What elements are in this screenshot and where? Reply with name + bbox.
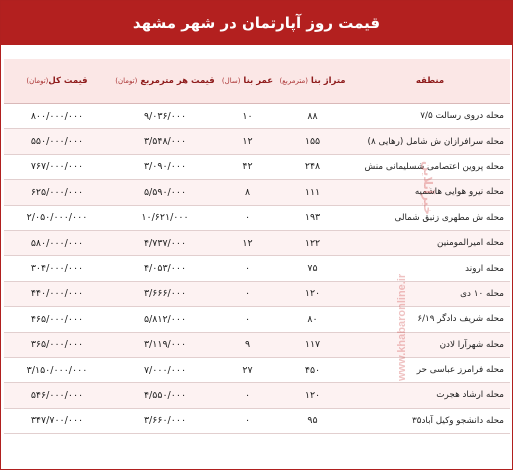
area-cell: ۴۵۰ (275, 357, 350, 382)
table-row (4, 383, 510, 408)
price-per-meter-cell: ۵/۵۹۰/۰۰۰ (110, 180, 220, 205)
total-price-cell: ۴۴۰/۰۰۰/۰۰۰ (4, 281, 110, 306)
area-cell: ۲۴۸ (275, 154, 350, 179)
price-per-meter-cell: ۳/۰۹۰/۰۰۰ (110, 154, 220, 179)
price-per-meter-cell: ۳/۶۶۶/۰۰۰ (110, 281, 220, 306)
age-cell: ۲۷ (220, 357, 275, 382)
price-per-meter-cell: ۵/۸۱۲/۰۰۰ (110, 307, 220, 332)
area-cell: ۱۱۱ (275, 180, 350, 205)
total-price-cell: ۵۵۰/۰۰۰/۰۰۰ (4, 129, 110, 154)
apartment-price-table (4, 59, 510, 434)
table-row (4, 205, 510, 230)
region-cell: محله نیرو هوایی هاشمیه (350, 180, 510, 205)
table-row (4, 180, 510, 205)
table-row (4, 154, 510, 179)
total-price-cell: ۳۴۷/۷۰۰/۰۰۰ (4, 408, 110, 433)
total-price-cell: ۵۴۶/۰۰۰/۰۰۰ (4, 383, 110, 408)
total-price-cell: ۳۶۵/۰۰۰/۰۰۰ (4, 332, 110, 357)
table-row (4, 281, 510, 306)
age-cell: ۴۲ (220, 154, 275, 179)
price-per-meter-cell: ۷/۰۰۰/۰۰۰ (110, 357, 220, 382)
area-cell: ۱۱۷ (275, 332, 350, 357)
table-header-row (4, 59, 510, 104)
area-cell: ۸۰ (275, 307, 350, 332)
header-total-price: قیمت کل(تومان) (4, 59, 110, 104)
header-price-per-meter: قیمت هر مترمربع (تومان) (110, 59, 220, 104)
region-cell: محله اروند (350, 256, 510, 281)
area-cell: ۱۲۰ (275, 281, 350, 306)
table-row (4, 256, 510, 281)
area-cell: ۱۲۰ (275, 383, 350, 408)
age-cell: ۰ (220, 205, 275, 230)
price-per-meter-cell: ۹/۰۳۶/۰۰۰ (110, 104, 220, 129)
region-cell: محله سرافرازان ش شامل (رهایی ۸) (350, 129, 510, 154)
table-row (4, 104, 510, 129)
age-cell: ۰ (220, 281, 275, 306)
region-cell: محله دروی رسالت ۷/۵ (350, 104, 510, 129)
price-per-meter-cell: ۴/۷۳۷/۰۰۰ (110, 230, 220, 255)
total-price-cell: ۳۰۴/۰۰۰/۰۰۰ (4, 256, 110, 281)
page-title: قیمت روز آپارتمان در شهر مشهد (1, 1, 512, 45)
age-cell: ۱۲ (220, 230, 275, 255)
price-per-meter-cell: ۱۰/۶۲۱/۰۰۰ (110, 205, 220, 230)
total-price-cell: ۵۸۰/۰۰۰/۰۰۰ (4, 230, 110, 255)
price-per-meter-cell: ۳/۵۴۸/۰۰۰ (110, 129, 220, 154)
total-price-cell: ۴۶۵/۰۰۰/۰۰۰ (4, 307, 110, 332)
total-price-cell: ۸۰۰/۰۰۰/۰۰۰ (4, 104, 110, 129)
area-cell: ۱۵۵ (275, 129, 350, 154)
table-row (4, 129, 510, 154)
age-cell: ۰ (220, 256, 275, 281)
area-cell: ۷۵ (275, 256, 350, 281)
area-cell: ۱۹۳ (275, 205, 350, 230)
total-price-cell: ۳/۱۵۰/۰۰۰/۰۰۰ (4, 357, 110, 382)
area-cell: ۸۸ (275, 104, 350, 129)
age-cell: ۸ (220, 180, 275, 205)
region-cell: محله ش مطهری زنبق شمالی (350, 205, 510, 230)
region-cell: محله شریف دادگر ۶/۱۹ (350, 307, 510, 332)
table-row (4, 230, 510, 255)
age-cell: ۹ (220, 332, 275, 357)
total-price-cell: ۶۲۵/۰۰۰/۰۰۰ (4, 180, 110, 205)
total-price-cell: ۲/۰۵۰/۰۰۰/۰۰۰ (4, 205, 110, 230)
header-age: عمر بنا (سال) (220, 59, 275, 104)
total-price-cell: ۷۶۷/۰۰۰/۰۰۰ (4, 154, 110, 179)
region-cell: محله ارشاد هجرت (350, 383, 510, 408)
region-cell: محله دانشجو وکیل آباد۳۵ (350, 408, 510, 433)
watermark-url: www.khabaronline.ir (396, 273, 408, 381)
region-cell: محله شهرآرا لادن (350, 332, 510, 357)
age-cell: ۰ (220, 307, 275, 332)
price-per-meter-cell: ۴/۰۵۳/۰۰۰ (110, 256, 220, 281)
age-cell: ۱۲ (220, 129, 275, 154)
table-row (4, 357, 510, 382)
price-per-meter-cell: ۳/۶۶۰/۰۰۰ (110, 408, 220, 433)
region-cell: محله ۱۰ دی (350, 281, 510, 306)
header-region: منطقه (350, 59, 510, 104)
table-row (4, 307, 510, 332)
watermark-brand: خبرآنلاین (421, 161, 435, 216)
area-cell: ۱۲۲ (275, 230, 350, 255)
region-cell: محله فرامرز عباسی حر (350, 357, 510, 382)
table-row (4, 332, 510, 357)
table-row (4, 408, 510, 433)
region-cell: محله پروین اعتصامی شسلیمانی منش (350, 154, 510, 179)
region-cell: محله امیرالمومنین (350, 230, 510, 255)
header-area: متراژ بنا (مترمربع) (275, 59, 350, 104)
price-per-meter-cell: ۴/۵۵۰/۰۰۰ (110, 383, 220, 408)
age-cell: ۰ (220, 383, 275, 408)
age-cell: ۰ (220, 408, 275, 433)
area-cell: ۹۵ (275, 408, 350, 433)
price-per-meter-cell: ۳/۱۱۹/۰۰۰ (110, 332, 220, 357)
age-cell: ۱۰ (220, 104, 275, 129)
